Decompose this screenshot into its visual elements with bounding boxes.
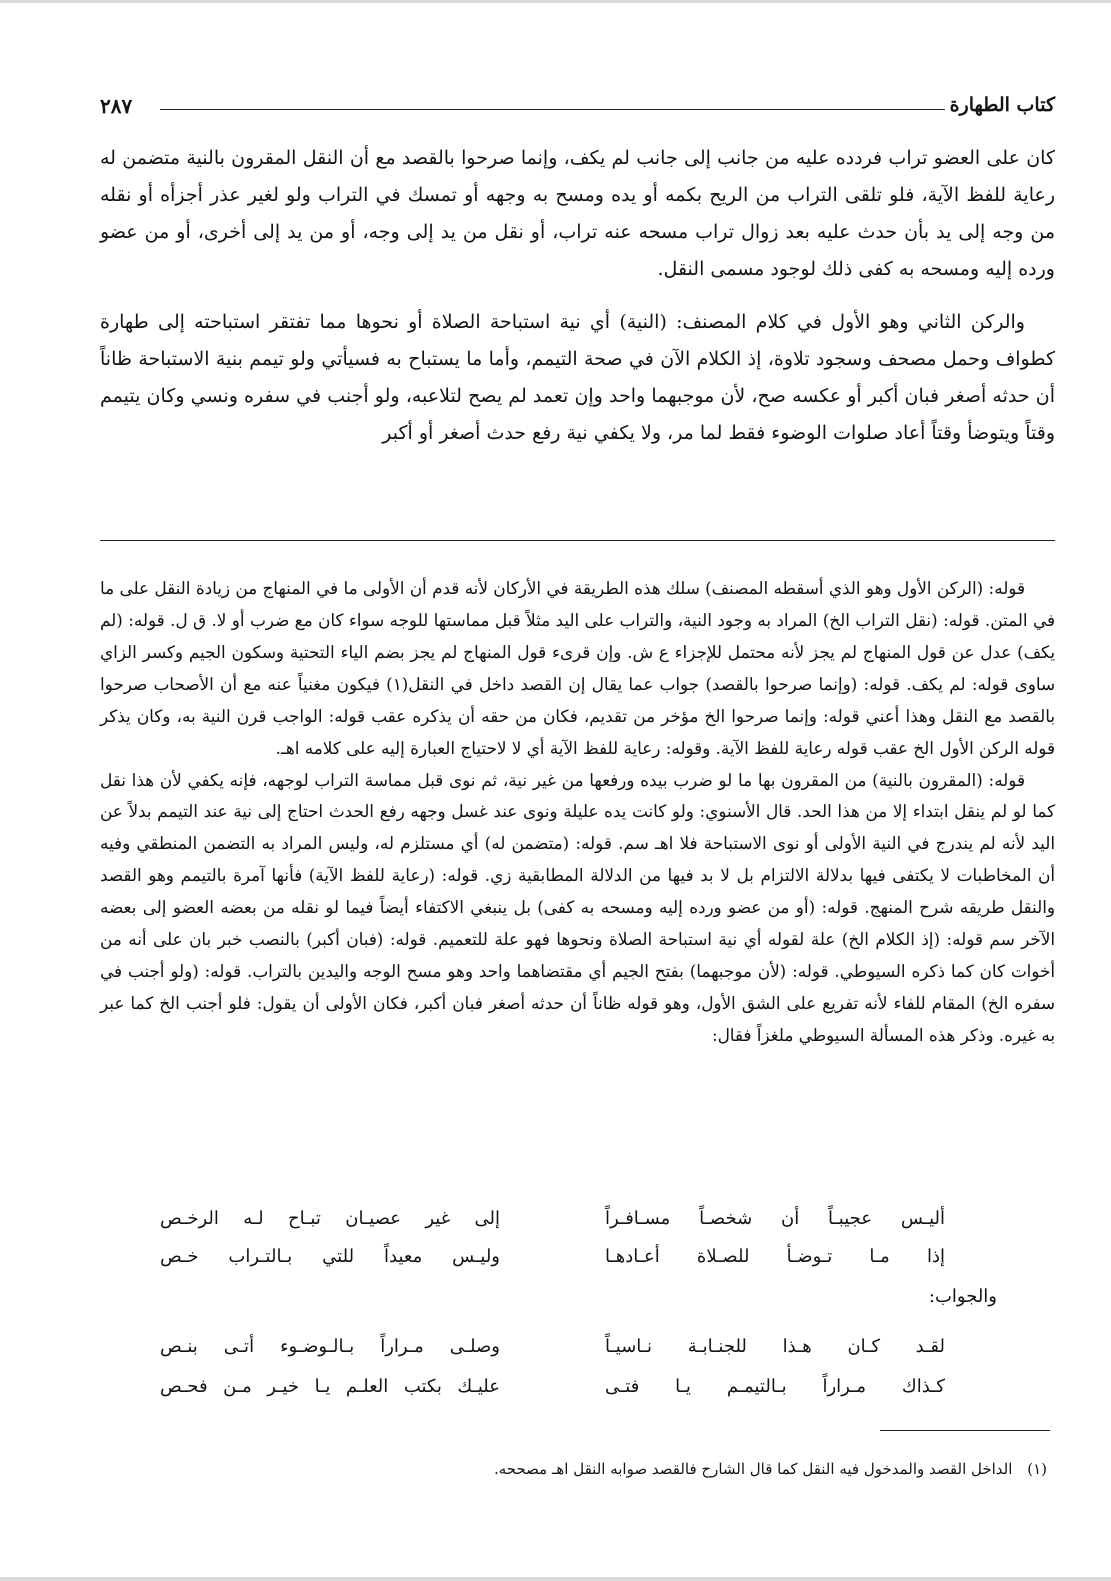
verse-first-hemistich: إذا مـا تـوضـأ للصـلاة أعـادهـا — [605, 1246, 945, 1267]
scan-edge-bottom — [0, 1577, 1111, 1581]
commentary-text — [100, 573, 1055, 1052]
chapter-title: كتاب الطهارة — [949, 94, 1055, 116]
footnote-rule — [880, 1430, 1050, 1431]
answer-verse — [100, 1376, 1055, 1406]
verse-second-hemistich: عليـك بكتب العلـم يـا خيـر مـن فحـص — [160, 1376, 500, 1397]
main-text — [100, 140, 1055, 452]
running-header — [100, 92, 1055, 126]
commentary-paragraph: قوله: (الركن الأول وهو الذي أسقطه المصنف) سلك هذه الطريقة في الأركان لأنه قدم أن الأولى ما في المنهاج من زيادة النقل على ما في المتن. قوله: (نقل التراب الخ) المراد به وجود النية، والتراب على اليد مثلاً قبل مماستها للوجه سواء كان مع ضرب أو لا. ق ل. قوله: (لم يكف) عدل عن قول المنهاج لم يجز لأنه محتمل للإجزاء ع ش. وإن قرىء قول المنهاج لم يجز بضم الياء التحتية وسكون الجيم وكسر الزاي ساوى قوله: لم يكف. قوله: (وإنما صرحوا بالقصد) جواب عما يقال إن القصد داخل في النقل(١) فيكون مغنياً عنه مع أن الأصحاب صرحوا بالقصد مع النقل وهذا أعني قوله: وإنما صرحوا الخ مؤخر من تقديم، فكان من حقه أن يذكره عقب قوله: الواجب قرن النية به، وكان يذكر قوله الركن الأول الخ عقب قوله رعاية للفظ الآية. وقوله: رعاية للفظ الآية أي لا لاحتياج العبارة إليه على كلامه اهـ. — [100, 578, 1055, 758]
commentary-separator — [100, 540, 1055, 541]
verse-first-hemistich: كـذاك مـراراً بـالتيمـم يـا فتـى — [605, 1376, 945, 1397]
header-rule — [160, 109, 945, 110]
verse-first-hemistich: لقـد كـان هـذا للجنـابـة نـاسيـاً — [605, 1336, 945, 1357]
verse-second-hemistich: وصلـى مـراراً بـالـوضـوء أتـى بنـص — [160, 1336, 500, 1357]
poem-verse — [100, 1246, 1055, 1276]
footnote-number: (١) — [1027, 1460, 1047, 1478]
main-paragraph: كان على العضو تراب فردده عليه من جانب إلى جانب لم يكف، وإنما صرحوا بالقصد مع أن النقل المقرون بالنية متضمن له رعاية للفظ الآية، فلو تلقى التراب من الريح بكمه أو يده ومسح به وجهه أو تمسك في التراب ولو لغير عذر أجزأه أو نقله من وجه إلى يد بأن حدث عليه بعد زوال تراب مسحه عنه تراب، أو نقل من يد إلى وجه، أو من يد إلى أخرى، أو من عضو ورده إليه ومسحه به كفى ذلك لوجود مسمى النقل. — [100, 147, 1056, 280]
footnote — [100, 1460, 1047, 1478]
verse-second-hemistich: إلى غير عصيـان تبـاح لـه الرخـص — [160, 1208, 500, 1229]
verse-second-hemistich: وليـس معيداً للتي بـالتـراب خـص — [160, 1246, 500, 1267]
page-number: ٢٨٧ — [100, 94, 133, 118]
main-paragraph: والركن الثاني وهو الأول في كلام المصنف: (النية) أي نية استباحة الصلاة أو نحوها مما تفتقر استباحته إلى طهارة كطواف وحمل مصحف وسجود تلاوة، إذ الكلام الآن في صحة التيمم، وأما ما يستباح به فسيأتي ولو تيمم بنية الاستباحة ظاناً أن حدثه أصغر فبان أكبر أو عكسه صح، لأن موجبهما واحد وإن تعمد لم يصح لتلاعبه، ولو أجنب في سفره ونسي وكان يتيمم وقتاً ويتوضأ وقتاً أعاد صلوات الوضوء فقط لما مر، ولا يكفي نية رفع حدث أصغر أو أكبر — [100, 311, 1055, 444]
verse-first-hemistich: أليـس عجيبـاً أن شخصـاً مسـافـراً — [605, 1208, 945, 1229]
answer-verse — [100, 1336, 1055, 1366]
commentary-paragraph: قوله: (المقرون بالنية) من المقرون بها ما لو ضرب بيده ورفعها من غير نية، ثم نوى قبل مماسة التراب لوجهه، فإنه يكفي لأن هذا نقل كما لو لم ينقل ابتداء إلا من هذا الحد. قال الأسنوي: ولو كانت يده عليلة ونوى عند غسل وجهه رفع الحدث احتاج إلى نية عند التيمم بدلاً عن اليد لأنه لم يندرج في النية الأولى أو نوى الاستباحة فلا اهـ سم. قوله: (متضمن له) أي مستلزم له، وليس المراد به التضمن المنطقي وفيه أن المخاطبات لا يكتفى فيها بدلالة الالتزام بل لا بد فيها من الدلالة المطابقية زي. قوله: (رعاية للفظ الآية) فأنها آمرة بالتيمم وهو القصد والنقل طريقه شرح المنهج. قوله: (أو من عضو ورده إليه ومسحه به كفى) بل ينبغي الاكتفاء أيضاً فيما لو نقله من بعضه العضو إلى بعضه الآخر سم قوله: (إذ الكلام الخ) علة لقوله أي نية استباحة الصلاة ونحوها فهو علة للتعميم. قوله: (فبان أكبر) بالنصب خبر بان على أنه من أخوات كان كما ذكره السيوطي. قوله: (لأن موجبهما) بفتح الجيم أي مقتضاهما واحد وهو مسح الوجه واليدين بالتراب. قوله: (ولو أجنب في سفره الخ) المقام للفاء لأنه تفريع على الشق الأول، وهو قوله ظاناً أن حدثه أصغر فبان أكبر، فكان الأولى أن يقول: فلو أجنب الخ كما عبر به غيره. وذكر هذه المسألة السيوطي ملغزاً فقال: — [100, 769, 1055, 1045]
poem-verse — [100, 1208, 1055, 1238]
footnote-text: الداخل القصد والمدخول فيه النقل كما قال الشارح فالقصد صوابه النقل اهـ مصححه. — [494, 1460, 1013, 1478]
scan-edge-top — [0, 0, 1111, 3]
answer-label: والجواب: — [928, 1286, 997, 1307]
